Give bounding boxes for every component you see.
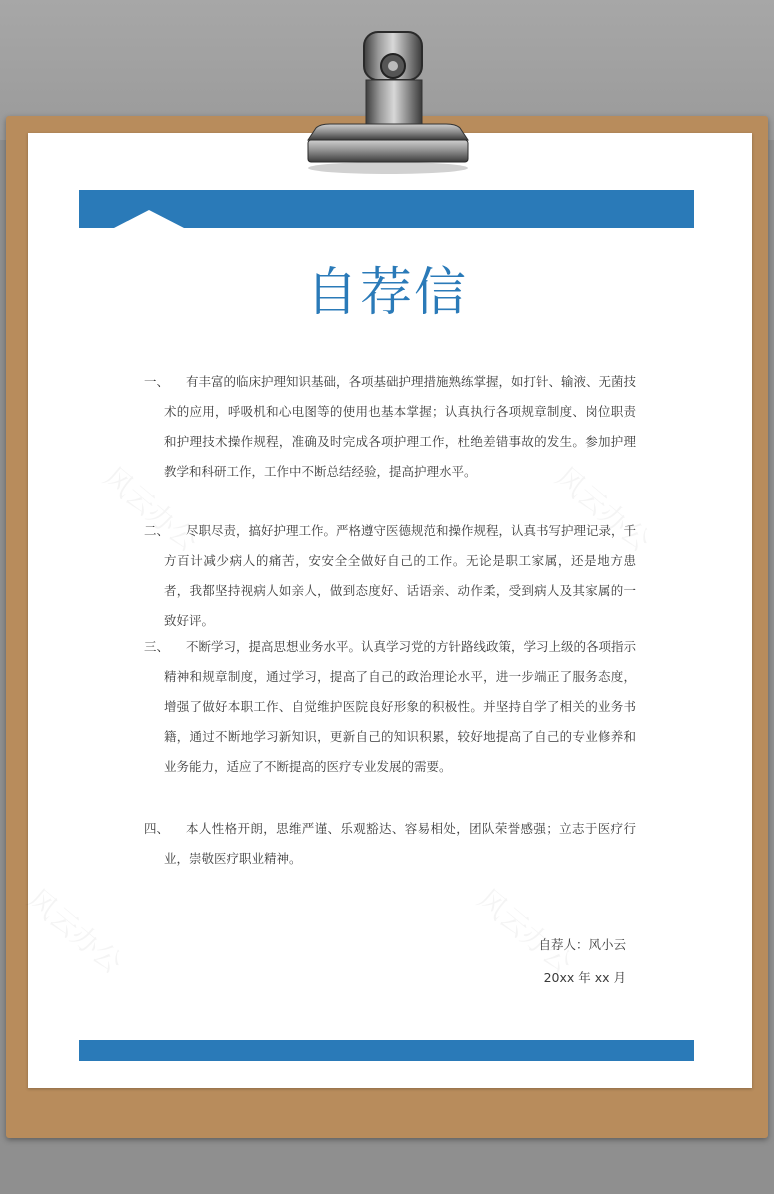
signature: 自荐人：风小云 (538, 937, 626, 952)
date: 20xx 年 xx 月 (543, 970, 626, 985)
binder-clip-icon (300, 28, 476, 176)
section-text: 不断学习，提高思想业务水平。认真学习党的方针路线政策，学习上级的各项指示精神和规章制度，通过学习，提高了自己的政治理论水平，进一步端正了服务态度，增强了做好本职工作、自觉维护医院良好形象的积极性。并坚持自学了相关的业务书籍，通过不断地学习新知识，更新自己的知识积累，较好地提高了自己的专业修养和业务能力，适应了不断提高的医疗专业发展的需要。 (164, 639, 637, 774)
section-number: 三、 (144, 639, 170, 654)
page-title: 自荐信 (305, 263, 468, 323)
section-2 (144, 516, 636, 636)
header-band (79, 190, 694, 228)
section-text: 本人性格开朗，思维严谨、乐观豁达、容易相处，团队荣誉感强；立志于医疗行业，崇敬医疗职业精神。 (164, 821, 636, 866)
section-text: 尽职尽责，搞好护理工作。严格遵守医德规范和操作规程，认真书写护理记录，千方百计减少病人的痛苦，安安全全做好自己的工作。无论是职工家属，还是地方患者，我都坚持视病人如亲人，做到态度好、话语亲、动作柔，受到病人及其家属的一致好评。 (164, 523, 637, 628)
section-1 (144, 367, 636, 487)
section-number: 一、 (144, 374, 170, 389)
section-number: 二、 (144, 523, 170, 538)
section-3 (144, 632, 636, 782)
section-4 (144, 814, 636, 874)
section-number: 四、 (144, 821, 170, 836)
footer-band (79, 1040, 694, 1061)
section-text: 有丰富的临床护理知识基础，各项基础护理措施熟练掌握，如打针、输液、无菌技术的应用，呼吸机和心电图等的使用也基本掌握；认真执行各项规章制度、岗位职责和护理技术操作规程，准确及时完成各项护理工作，杜绝差错事故的发生。参加护理教学和科研工作，工作中不断总结经验，提高护理水平。 (164, 374, 637, 479)
